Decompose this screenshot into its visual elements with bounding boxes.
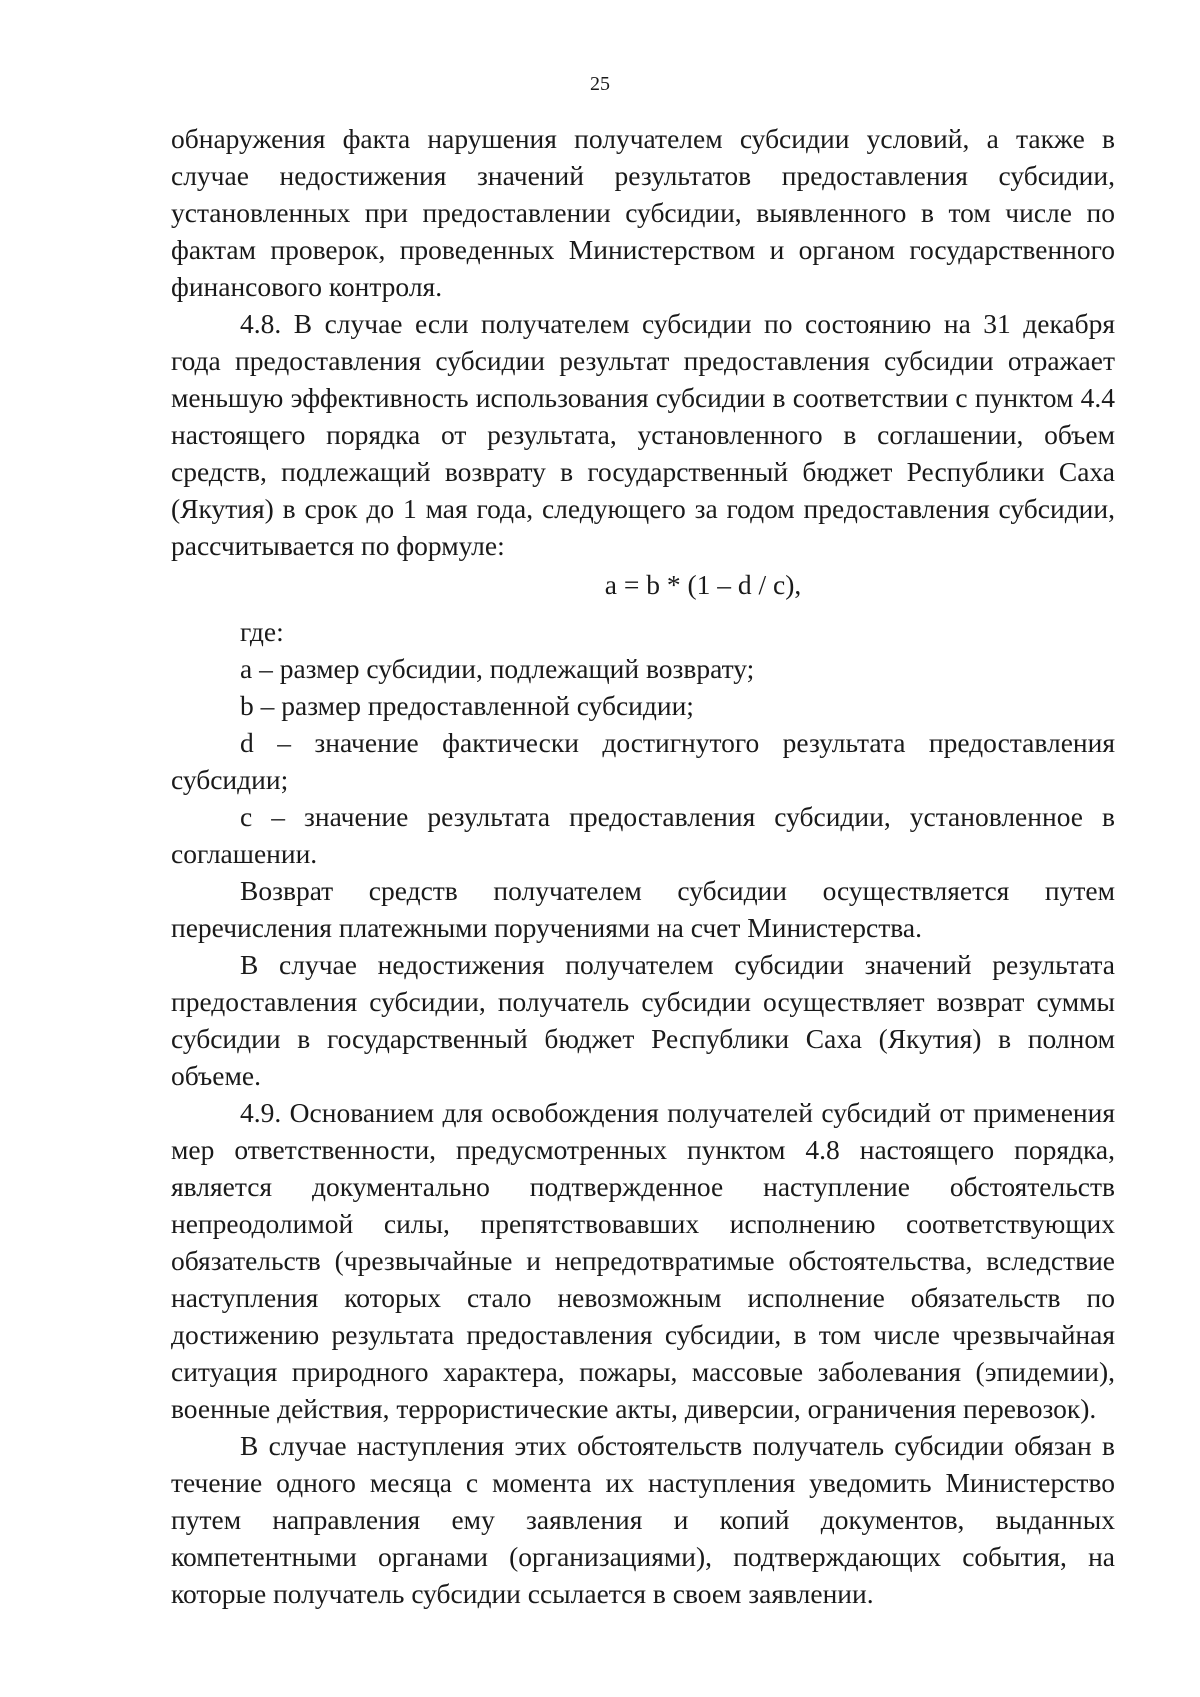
formula-where-label: где: (240, 616, 284, 647)
document-body (171, 120, 1115, 1612)
definition-c: c – значение результата предоставления субсидии, установленное в соглашении. (171, 801, 1115, 869)
paragraph-full-refund: В случае недостижения получателем субсидии значений результата предоставления субсидии, получатель субсидии осуществляет возврат суммы субсидии в государственный бюджет Республики Саха (Якутия) в полном объеме. (171, 949, 1115, 1091)
definition-a: a – размер субсидии, подлежащий возврату; (240, 653, 755, 684)
formula: a = b * (1 – d / c), (604, 569, 802, 600)
paragraph-continuation: обнаружения факта нарушения получателем субсидии условий, а также в случае недостижения значений результатов предоставления субсидии, установленных при предоставлении субсидии, выявленного в том числе по фактам проверок, проведенных Министерством и органом государственного финансового контроля. (171, 123, 1115, 302)
paragraph-4-8: 4.8. В случае если получателем субсидии по состоянию на 31 декабря года предоставления субсидии результат предоставления субсидии отражает меньшую эффективность использования субсидии в соответствии с пунктом 4.4 настоящего порядка от результата, установленного в соглашении, объем средств, подлежащий возврату в государственный бюджет Республики Саха (Якутия) в срок до 1 мая года, следующего за годом предоставления субсидии, рассчитывается по формуле: (171, 308, 1115, 561)
paragraph-4-9: 4.9. Основанием для освобождения получателей субсидий от применения мер ответственности, предусмотренных пунктом 4.8 настоящего порядка, является документально подтвержденное наступление обстоятельств непреодолимой силы, препятствовавших исполнению соответствующих обязательств (чрезвычайные и непредотвратимые обстоятельства, вследствие наступления которых стало невозможным исполнение обязательств по достижению результата предоставления субсидии, в том числе чрезвычайная ситуация природного характера, пожары, массовые заболевания (эпидемии), военные действия, террористические акты, диверсии, ограничения перевозок). (171, 1097, 1115, 1424)
definition-d: d – значение фактически достигнутого результата предоставления субсидии; (171, 727, 1115, 795)
paragraph-refund-method: Возврат средств получателем субсидии осуществляется путем перечисления платежными поручениями на счет Министерства. (171, 875, 1115, 943)
definition-b: b – размер предоставленной субсидии; (240, 690, 694, 721)
paragraph-notification: В случае наступления этих обстоятельств получатель субсидии обязан в течение одного месяца с момента их наступления уведомить Министерство путем направления ему заявления и копий документов, выданных компетентными органами (организациями), подтверждающих события, на которые получатель субсидии ссылается в своем заявлении. (171, 1430, 1115, 1609)
page-number: 25 (590, 73, 610, 95)
